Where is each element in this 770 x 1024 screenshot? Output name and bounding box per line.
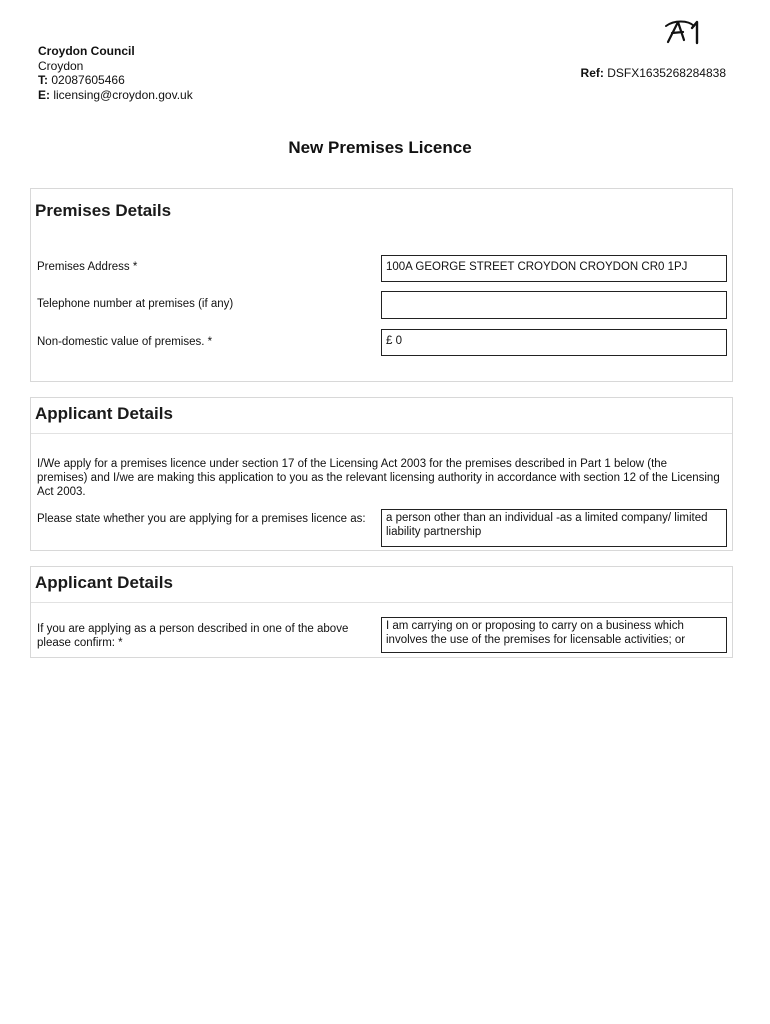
council-town: Croydon [38, 58, 84, 73]
premises-phone-label: Telephone number at premises (if any) [37, 298, 234, 310]
confirm-label: If you are applying as a person described in one of the above please confirm: * [37, 623, 349, 649]
email-label: E: [38, 87, 50, 102]
premises-phone-field[interactable] [381, 291, 727, 319]
ref-label: Ref: [580, 66, 604, 80]
premises-address-label: Premises Address * [37, 261, 138, 273]
applying-as-field[interactable]: a person other than an individual -as a limited company/ limited liability partnership [381, 509, 727, 547]
council-phone-line [38, 73, 193, 88]
premises-address-field[interactable]: 100A GEORGE STREET CROYDON CROYDON CR0 1PJ [381, 255, 727, 282]
council-email: licensing@croydon.gov.uk [53, 87, 193, 102]
phone-label: T: [38, 73, 48, 87]
section-title-applicant-2: Applicant Details [35, 573, 173, 592]
premises-details-section [30, 188, 733, 382]
applicant-intro-text: I/We apply for a premises licence under section 17 of the Licensing Act 2003 for the premises described in Part 1 below (the premises) and I/we are making this application to you as the relevant licensing authority in accordance with section 12 of the Licensing Act 2003. [37, 458, 720, 498]
handwritten-mark [664, 16, 704, 46]
applying-as-label: Please state whether you are applying for a premises licence as: [37, 513, 366, 525]
section-title-applicant-1: Applicant Details [35, 404, 173, 423]
section-divider [31, 433, 732, 434]
council-letterhead [38, 44, 193, 102]
ref-value: DSFX1635268284838 [607, 66, 726, 80]
section-divider [31, 602, 732, 603]
council-phone: 02087605466 [51, 73, 125, 87]
confirm-field[interactable]: I am carrying on or proposing to carry on a business which involves the use of the premises for licensable activities; or [381, 617, 727, 653]
council-name: Croydon Council [38, 44, 135, 58]
premises-value-label: Non-domestic value of premises. * [37, 336, 213, 348]
reference-number [581, 66, 726, 80]
applicant-details-section-2 [30, 566, 733, 658]
section-title-premises: Premises Details [35, 201, 172, 220]
premises-value-field[interactable]: £ 0 [381, 329, 727, 356]
applicant-details-section-1 [30, 397, 733, 551]
council-email-line [38, 88, 193, 103]
document-title: New Premises Licence [288, 138, 472, 157]
